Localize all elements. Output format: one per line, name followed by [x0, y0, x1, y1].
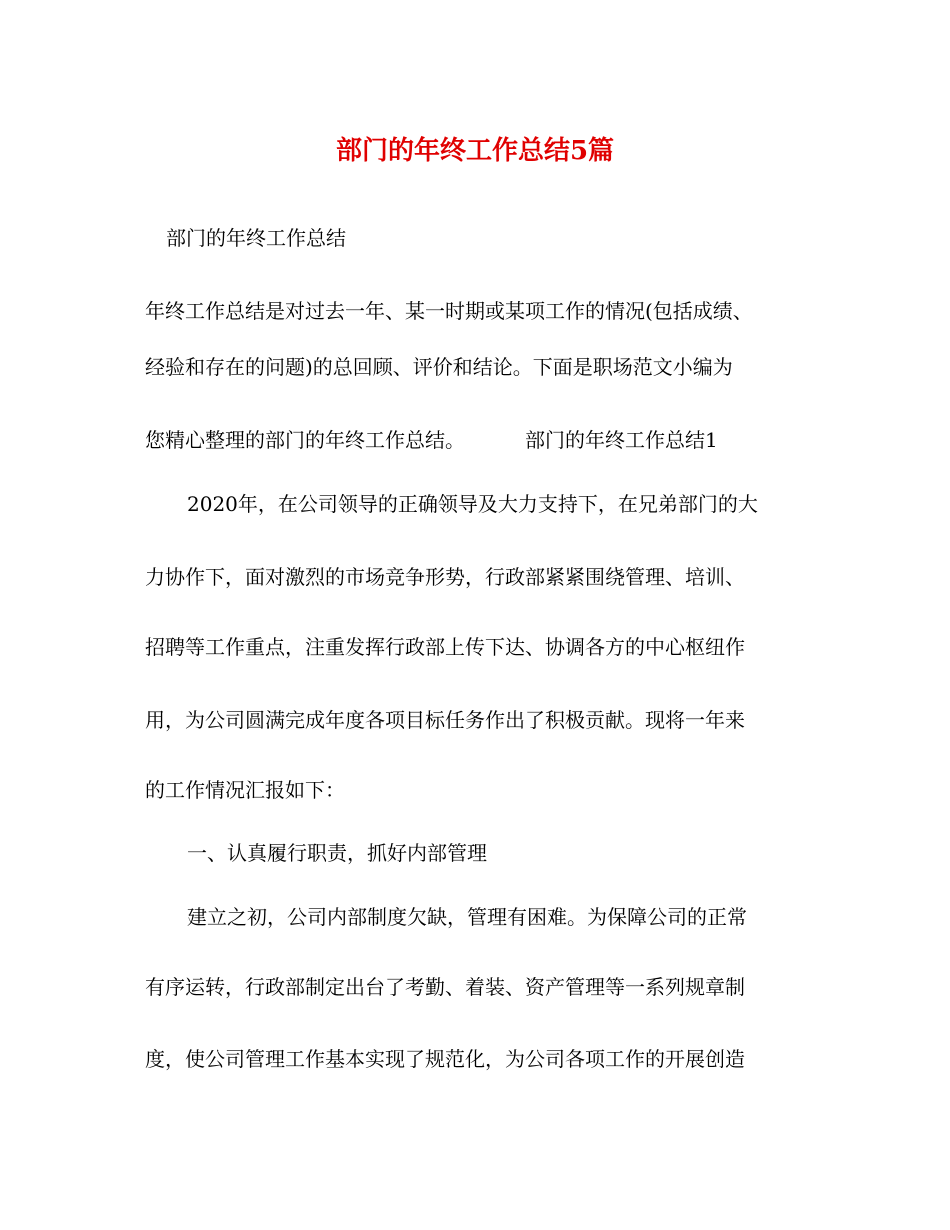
paragraph1-line-2: 力协作下，面对激烈的市场竞争形势，行政部紧紧围绕管理、培训、	[145, 565, 745, 589]
item-heading: 一、认真履行职责，抓好内部管理	[187, 841, 487, 865]
paragraph1-line-5: 的工作情况汇报如下：	[145, 778, 345, 802]
paragraph1-line-4: 用，为公司圆满完成年度各项目标任务作出了积极贡献。现将一年来	[145, 708, 745, 732]
paragraph2-line-2: 有序运转，行政部制定出台了考勤、着装、资产管理等一系列规章制	[145, 975, 745, 999]
intro-line-3-row	[145, 425, 718, 455]
intro-line-1: 年终工作总结是对过去一年、某一时期或某项工作的情况(包括成绩、	[145, 299, 753, 323]
paragraph1-line-3: 招聘等工作重点，注重发挥行政部上传下达、协调各方的中心枢纽作	[145, 635, 745, 659]
document-title: 部门的年终工作总结5篇	[335, 136, 615, 166]
document-subtitle: 部门的年终工作总结	[166, 226, 346, 250]
paragraph2-line-3: 度，使公司管理工作基本实现了规范化，为公司各项工作的开展创造	[145, 1047, 745, 1071]
paragraph1-line-1: 2020年，在公司领导的正确领导及大力支持下，在兄弟部门的大	[187, 492, 758, 516]
paragraph2-line-1: 建立之初，公司内部制度欠缺，管理有困难。为保障公司的正常	[187, 905, 747, 929]
intro-line-2: 经验和存在的问题)的总回顾、评价和结论。下面是职场范文小编为	[145, 355, 733, 379]
intro-line-3: 您精心整理的部门的年终工作总结。	[145, 428, 465, 452]
section-heading: 部门的年终工作总结1	[525, 428, 718, 452]
